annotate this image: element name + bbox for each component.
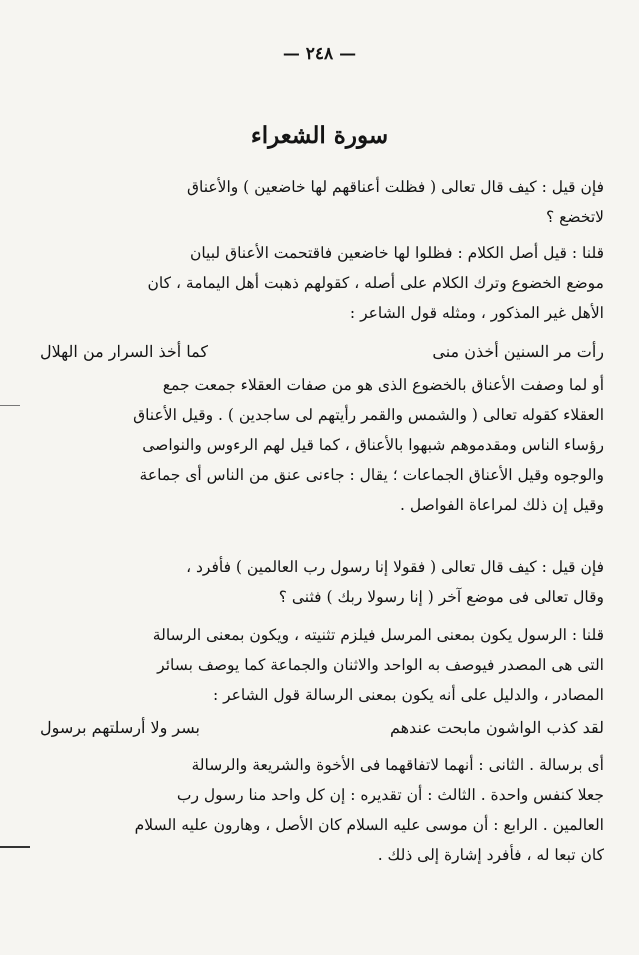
paragraph-question-1 [40, 172, 604, 232]
text-line: جعلا كنفس واحدة . الثالث : أن تقديره : إن كل واحد منا رسول رب [176, 786, 604, 804]
poetry-verse-2 [40, 712, 604, 744]
text-line: قلنا : قيل أصل الكلام : فظلوا لها خاضعين فاقتحمت الأعناق لبيان [189, 244, 604, 262]
text-line: أو لما وصفت الأعناق بالخضوع الذى هو من صفات العقلاء جمعت جمع [162, 376, 604, 394]
verse-hemistich-second: بسر ولا أرسلتهم برسول [40, 718, 200, 737]
text-line: التى هى المصدر فيوصف به الواحد والاثنان والجماعة كما يوصف بسائر [157, 656, 604, 674]
text-line: المصادر ، والدليل على أنه يكون بمعنى الرسالة قول الشاعر : [212, 686, 604, 704]
text-line: فإن قيل : كيف قال تعالى ( فقولا إنا رسول رب العالمين ) فأفرد ، [186, 558, 604, 576]
scan-artifact-line [0, 846, 30, 848]
poetry-verse-1 [40, 336, 604, 368]
text-line: رؤساء الناس ومقدموهم شبهوا بالأعناق ، كما قيل لهم الرءوس والنواصى [142, 436, 604, 454]
paragraph-question-2 [40, 552, 604, 612]
verse-hemistich-first: لقد كذب الواشون مابحت عندهم [389, 718, 604, 737]
text-line: أى برسالة . الثانى : أنهما لاتفاقهما فى الأخوة والشريعة والرسالة [191, 756, 604, 774]
page-number: — ٢٤٨ — [282, 44, 357, 64]
text-line: فإن قيل : كيف قال تعالى ( فظلت أعناقهم لها خاضعين ) والأعناق [186, 178, 604, 196]
text-line: العقلاء كقوله تعالى ( والشمس والقمر رأيتهم لى ساجدين ) . وقيل الأعناق [133, 406, 604, 424]
text-line: وقال تعالى فى موضع آخر ( إنا رسولا ربك ) فثنى ؟ [278, 588, 604, 606]
text-line: العالمين . الرابع : أن موسى عليه السلام كان الأصل ، وهارون عليه السلام [134, 816, 604, 834]
paragraph-explanation-1 [40, 370, 604, 520]
text-line: كان تبعا له ، فأفرد إشارة إلى ذلك . [377, 846, 604, 864]
text-line: لاتخضع ؟ [545, 208, 604, 226]
paragraph-answer-1 [40, 238, 604, 328]
text-line: قلنا : الرسول يكون بمعنى المرسل فيلزم تثنيته ، ويكون بمعنى الرسالة [152, 626, 604, 644]
text-line: الأهل غير المذكور ، ومثله قول الشاعر : [349, 304, 604, 322]
scan-artifact-line [0, 405, 20, 406]
text-line: وقيل إن ذلك لمراعاة الفواصل . [400, 496, 604, 514]
surah-title: سورة الشعراء [250, 122, 389, 149]
paragraph-answer-2 [40, 620, 604, 710]
verse-hemistich-first: رأت مر السنين أخذن منى [432, 342, 604, 361]
paragraph-explanation-2 [40, 750, 604, 870]
text-line: موضع الخضوع وترك الكلام على أصله ، كقولهم ذهبت أهل اليمامة ، كان [147, 274, 604, 292]
text-line: والوجوه وقيل الأعناق الجماعات ؛ يقال : جاءنى عنق من الناس أى جماعة [139, 466, 604, 484]
verse-hemistich-second: كما أخذ السرار من الهلال [40, 342, 209, 361]
